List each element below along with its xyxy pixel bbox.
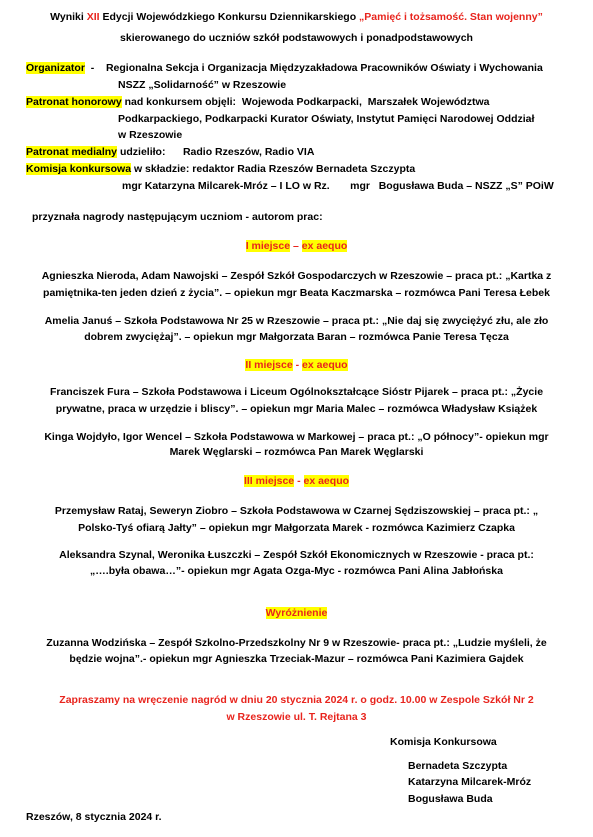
- contest-theme: „Pamięć i tożsamość. Stan wojenny”: [359, 11, 543, 23]
- organizer-label: Organizator: [26, 62, 85, 74]
- signature-name-2: Katarzyna Milcarek-Mróz: [408, 776, 532, 788]
- place-1-entry-1-line-2: pamiętnika-ten jeden dzień z życia”. – opiekun mgr Beata Kaczmarska – rozmówca Pani Teresa Łebek: [43, 287, 550, 299]
- honorary-label: Patronat honorowy: [26, 96, 122, 108]
- signature-name-1: Bernadeta Szczypta: [408, 760, 508, 772]
- edition-number: XII: [86, 11, 100, 23]
- place-3-entry-2-line-2: „….była obawa…”- opiekun mgr Agata Ozga-Myc - rozmówca Pani Alina Jabłońska: [90, 565, 503, 577]
- invitation-line-1: Zapraszamy na wręczenie nagród w dniu 20 stycznia 2024 r. o godz. 10.00 w Zespole Szkół Nr 2: [59, 694, 534, 706]
- jury-line: Komisja konkursowa w składzie: redaktor Radia Rzeszów Bernadeta Szczypta: [26, 163, 416, 175]
- media-line: Patronat medialny udzieliło: Radio Rzeszów, Radio VIA: [26, 146, 315, 158]
- place-3-heading: III miejsce - ex aequo: [243, 475, 350, 487]
- awards-intro: przyznała nagrody następującym uczniom - autorom prac:: [32, 211, 323, 223]
- honorary-line-3: w Rzeszowie: [118, 129, 183, 141]
- organizer-line: Organizator - Regionalna Sekcja i Organizacja Międzyzakładowa Pracowników Oświaty i Wychowania: [26, 62, 543, 74]
- document-subtitle: skierowanego do uczniów szkół podstawowych i ponadpodstawowych: [120, 32, 473, 44]
- place-2-entry-2-line-2: Marek Węglarski – rozmówca Pan Marek Węglarski: [169, 446, 424, 458]
- jury-line-2: mgr Katarzyna Milcarek-Mróz – I LO w Rz. mgr Bogusława Buda – NSZZ „S” POiW: [122, 180, 554, 192]
- place-3-entry-1-line-1: Przemysław Rataj, Seweryn Ziobro – Szkoła Podstawowa w Czarnej Sędziszowskiej – praca pt.: „: [54, 505, 539, 517]
- invitation-line-2: w Rzeszowie ul. T. Rejtana 3: [226, 711, 367, 723]
- place-3-entry-1-line-2: Polsko-Tyś ofiarą Jałty” – opiekun mgr Małgorzata Marek - rozmówca Kazimierz Czapka: [78, 522, 515, 534]
- place-3-entry-2-line-1: Aleksandra Szynal, Weronika Łuszczki – Zespół Szkół Ekonomicznych w Rzeszowie - praca pt.:: [59, 549, 534, 561]
- jury-label: Komisja konkursowa: [26, 163, 132, 175]
- signature-heading: Komisja Konkursowa: [390, 736, 497, 748]
- media-label: Patronat medialny: [26, 146, 118, 158]
- distinction-heading: Wyróżnienie: [265, 607, 328, 619]
- honorary-line-2: Podkarpackiego, Podkarpacki Kurator Oświaty, Instytut Pamięci Narodowej Oddział: [118, 113, 535, 125]
- place-2-heading: II miejsce - ex aequo: [245, 359, 348, 371]
- place-1-heading: I miejsce – ex aequo: [245, 240, 348, 252]
- distinction-line-1: Zuzanna Wodzińska – Zespół Szkolno-Przedszkolny Nr 9 w Rzeszowie- praca pt.: „Ludzie myśleli, że: [46, 637, 547, 649]
- honorary-line: Patronat honorowy nad konkursem objęli: Wojewoda Podkarpacki, Marszałek Województwa: [26, 96, 490, 108]
- place-2-entry-2-line-1: Kinga Wojdyło, Igor Wencel – Szkoła Podstawowa w Markowej – praca pt.: „O północy”- opiekun mgr: [44, 431, 549, 443]
- signature-name-3: Bogusława Buda: [408, 793, 493, 805]
- place-and-date: Rzeszów, 8 stycznia 2024 r.: [26, 811, 162, 823]
- document-title: Wyniki XII Edycji Wojewódzkiego Konkursu Dziennikarskiego „Pamięć i tożsamość. Stan wojenny”: [50, 11, 543, 23]
- place-2-entry-1-line-1: Franciszek Fura – Szkoła Podstawowa i Liceum Ogólnokształcące Sióstr Pijarek – praca pt.: „Życie: [49, 386, 544, 398]
- place-1-entry-1-line-1: Agnieszka Nieroda, Adam Nawojski – Zespół Szkół Gospodarczych w Rzeszowie – praca pt.: „Kartka z: [41, 270, 552, 282]
- distinction-line-2: będzie wojna”.- opiekun mgr Agnieszka Trzeciak-Mazur – rozmówca Pani Kazimiera Gajdek: [69, 653, 524, 665]
- place-1-entry-2-line-2: dobrem zwyciężaj”. – opiekun mgr Małgorzata Baran – rozmówca Panie Teresa Tęcza: [84, 331, 509, 343]
- place-2-entry-1-line-2: prywatne, praca w urzędzie i bliscy”. – opiekun mgr Maria Malec – rozmówca Władysław Książek: [55, 403, 538, 415]
- organizer-line-2: NSZZ „Solidarność” w Rzeszowie: [118, 79, 287, 91]
- place-1-entry-2-line-1: Amelia Januś – Szkoła Podstawowa Nr 25 w Rzeszowie – praca pt.: „Nie daj się zwyciężyć złu, ale zło: [44, 315, 549, 327]
